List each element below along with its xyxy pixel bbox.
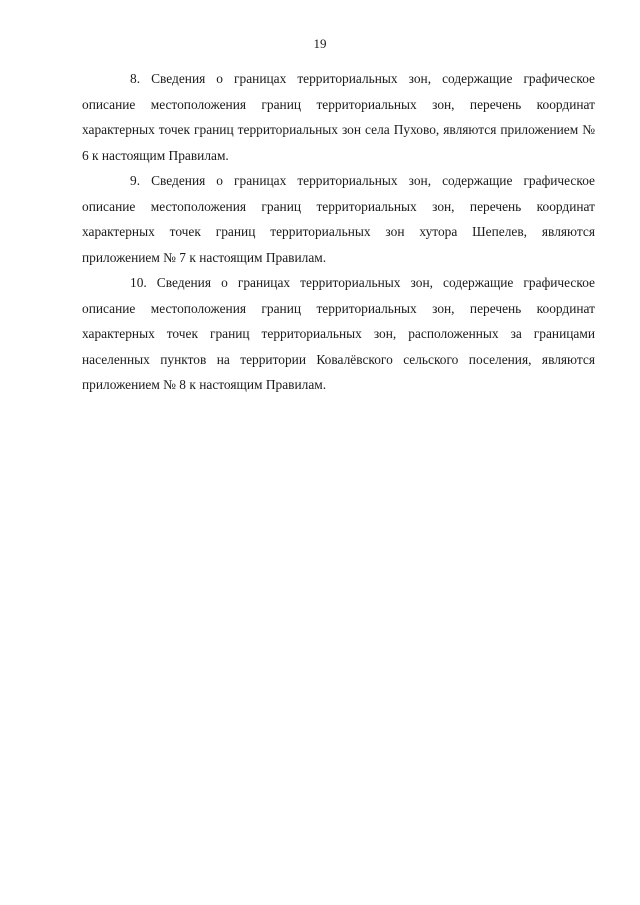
paragraph-item-9: 9. Сведения о границах территориальных зон, содержащие графическое описание местоположения границ территориальных зон, перечень координат характерных точек границ территориальных зон хутора Шепелев, являются приложением № 7 к настоящим Правилам. <box>82 173 595 265</box>
document-body <box>82 66 595 398</box>
paragraph-item-10: 10. Сведения о границах территориальных зон, содержащие графическое описание местоположения границ территориальных зон, перечень координат характерных точек границ территориальных зон, расположенных за границами населенных пунктов на территории Ковалёвского сельского поселения, являются приложением № 8 к настоящим Правилам. <box>82 275 595 392</box>
page-number: 19 <box>313 36 327 51</box>
paragraph-item-8: 8. Сведения о границах территориальных зон, содержащие графическое описание местоположения границ территориальных зон, перечень координат характерных точек границ территориальных зон села Пухово, являются приложением № 6 к настоящим Правилам. <box>82 71 595 163</box>
